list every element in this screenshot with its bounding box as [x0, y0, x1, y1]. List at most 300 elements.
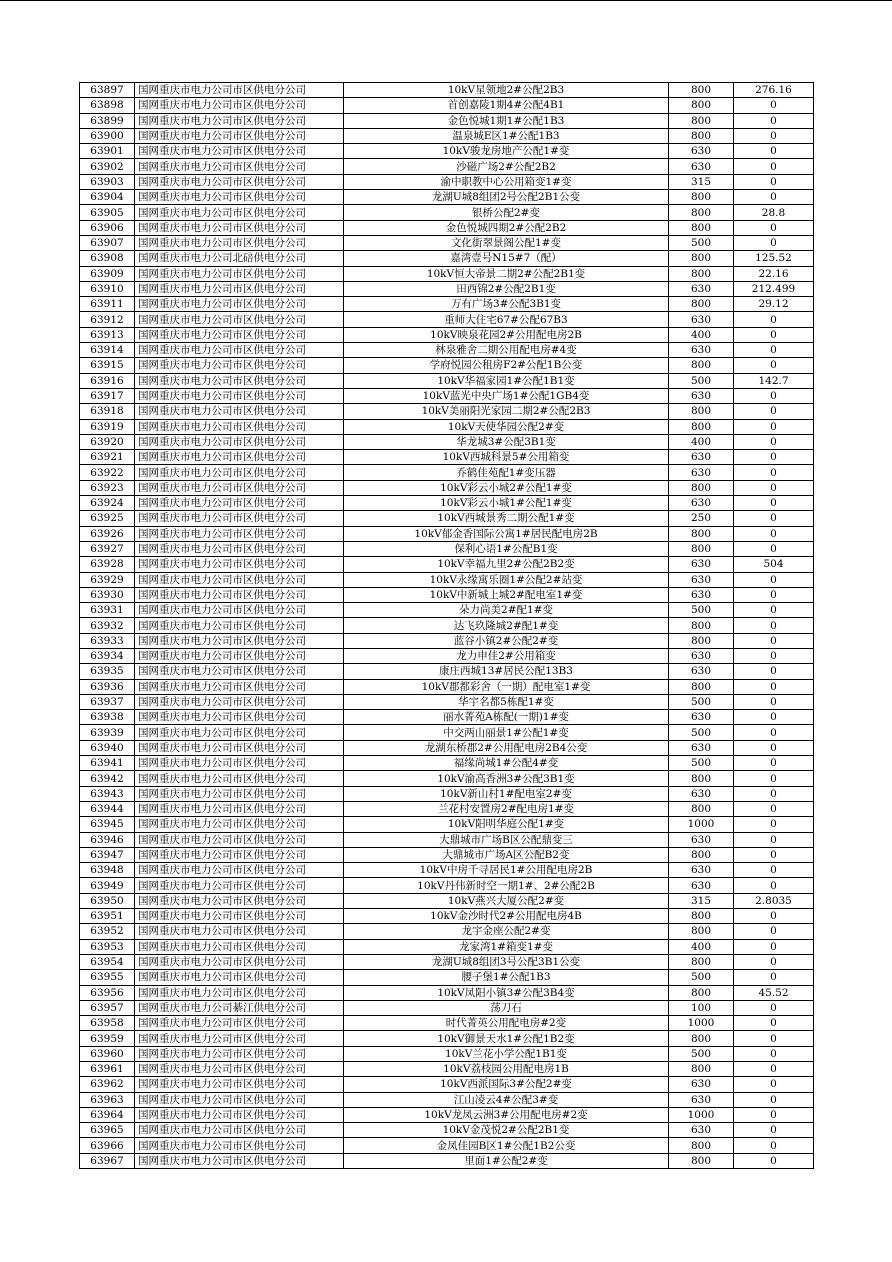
capacity-cell: 400 [669, 327, 734, 342]
station-name-cell: 重师大住宅67#公配67B3 [344, 312, 669, 327]
row-id-cell: 63948 [80, 863, 135, 878]
capacity-cell: 800 [669, 220, 734, 235]
row-id-cell: 63925 [80, 511, 135, 526]
company-cell: 国网重庆市电力公司市区供电分公司 [135, 83, 344, 98]
table-row [80, 358, 814, 373]
capacity-cell: 800 [669, 801, 734, 816]
company-cell: 国网重庆市电力公司市区供电分公司 [135, 343, 344, 358]
table-row [80, 771, 814, 786]
company-cell: 国网重庆市电力公司市区供电分公司 [135, 98, 344, 113]
station-name-cell: 10kV阳明华庭公配1#变 [344, 817, 669, 832]
row-id-cell: 63951 [80, 909, 135, 924]
table-row [80, 1016, 814, 1031]
station-name-cell: 银桥公配2#变 [344, 205, 669, 220]
capacity-cell: 500 [669, 756, 734, 771]
value-cell: 0 [734, 98, 814, 113]
company-cell: 国网重庆市电力公司市区供电分公司 [135, 220, 344, 235]
value-cell: 0 [734, 144, 814, 159]
row-id-cell: 63955 [80, 970, 135, 985]
company-cell: 国网重庆市电力公司市区供电分公司 [135, 694, 344, 709]
value-cell: 0 [734, 954, 814, 969]
row-id-cell: 63962 [80, 1077, 135, 1092]
table-row [80, 878, 814, 893]
capacity-cell: 630 [669, 832, 734, 847]
table-row [80, 740, 814, 755]
table-row [80, 1138, 814, 1153]
table-row [80, 327, 814, 342]
station-name-cell: 金色悦城四期2#公配2B2 [344, 220, 669, 235]
station-name-cell: 10kV华福家园1#公配1B1变 [344, 373, 669, 388]
row-id-cell: 63910 [80, 281, 135, 296]
company-cell: 国网重庆市电力公司市区供电分公司 [135, 480, 344, 495]
table-row [80, 526, 814, 541]
table-row [80, 618, 814, 633]
table-row [80, 266, 814, 281]
station-name-cell: 华龙城3#公配3B1变 [344, 434, 669, 449]
company-cell: 国网重庆市电力公司市区供电分公司 [135, 144, 344, 159]
row-id-cell: 63909 [80, 266, 135, 281]
value-cell: 0 [734, 618, 814, 633]
capacity-cell: 800 [669, 1153, 734, 1168]
table-row [80, 159, 814, 174]
row-id-cell: 63902 [80, 159, 135, 174]
row-id-cell: 63947 [80, 847, 135, 862]
value-cell: 0 [734, 679, 814, 694]
row-id-cell: 63940 [80, 740, 135, 755]
company-cell: 国网重庆市电力公司市区供电分公司 [135, 1092, 344, 1107]
row-id-cell: 63953 [80, 939, 135, 954]
capacity-cell: 500 [669, 970, 734, 985]
company-cell: 国网重庆市电力公司市区供电分公司 [135, 404, 344, 419]
table-row [80, 648, 814, 663]
station-name-cell: 林泉雅舍二期公用配电房#4变 [344, 343, 669, 358]
company-cell: 国网重庆市电力公司市区供电分公司 [135, 572, 344, 587]
company-cell: 国网重庆市电力公司市区供电分公司 [135, 756, 344, 771]
company-cell: 国网重庆市电力公司市区供电分公司 [135, 1123, 344, 1138]
row-id-cell: 63916 [80, 373, 135, 388]
station-name-cell: 10kV燕兴大厦公配2#变 [344, 893, 669, 908]
capacity-cell: 630 [669, 312, 734, 327]
table-row [80, 587, 814, 602]
row-id-cell: 63914 [80, 343, 135, 358]
station-name-cell: 文化街翠景阁公配1#变 [344, 235, 669, 250]
row-id-cell: 63928 [80, 557, 135, 572]
company-cell: 国网重庆市电力公司市区供电分公司 [135, 603, 344, 618]
page-top-rule [0, 0, 892, 1]
value-cell: 0 [734, 817, 814, 832]
value-cell: 0 [734, 1077, 814, 1092]
value-cell: 0 [734, 939, 814, 954]
table-row [80, 174, 814, 189]
company-cell: 国网重庆市电力公司市区供电分公司 [135, 679, 344, 694]
station-name-cell: 保利心语1#公配B1变 [344, 541, 669, 556]
station-name-cell: 时代菁英公用配电房#2变 [344, 1016, 669, 1031]
table-row [80, 205, 814, 220]
company-cell: 国网重庆市电力公司市区供电分公司 [135, 847, 344, 862]
capacity-cell: 800 [669, 480, 734, 495]
capacity-cell: 630 [669, 664, 734, 679]
station-name-cell: 10kV天使华园公配2#变 [344, 419, 669, 434]
company-cell: 国网重庆市电力公司北碚供电分公司 [135, 251, 344, 266]
company-cell: 国网重庆市电力公司市区供电分公司 [135, 128, 344, 143]
table-row [80, 496, 814, 511]
capacity-cell: 800 [669, 1031, 734, 1046]
station-name-cell: 康庄西城13#居民公配13B3 [344, 664, 669, 679]
company-cell: 国网重庆市电力公司市区供电分公司 [135, 541, 344, 556]
table-row [80, 1107, 814, 1122]
table-row [80, 924, 814, 939]
capacity-cell: 800 [669, 128, 734, 143]
company-cell: 国网重庆市电力公司綦江供电分公司 [135, 1000, 344, 1015]
capacity-cell: 630 [669, 388, 734, 403]
row-id-cell: 63945 [80, 817, 135, 832]
station-name-cell: 龙家湾1#箱变1#变 [344, 939, 669, 954]
station-name-cell: 10kV中新城上城2#配电室1#变 [344, 587, 669, 602]
row-id-cell: 63906 [80, 220, 135, 235]
station-name-cell: 龙湖U城8组团2号公配2B1公变 [344, 190, 669, 205]
capacity-cell: 800 [669, 251, 734, 266]
table-row [80, 893, 814, 908]
value-cell: 0 [734, 970, 814, 985]
value-cell: 0 [734, 541, 814, 556]
company-cell: 国网重庆市电力公司市区供电分公司 [135, 1062, 344, 1077]
table-row [80, 388, 814, 403]
table-row [80, 465, 814, 480]
station-name-cell: 金色悦城1期1#公配1B3 [344, 113, 669, 128]
station-name-cell: 10kV星领地2#公配2B3 [344, 83, 669, 98]
station-name-cell: 10kV郁金香国际公寓1#居民配电房2B [344, 526, 669, 541]
capacity-cell: 630 [669, 587, 734, 602]
capacity-cell: 800 [669, 541, 734, 556]
station-name-cell: 10kV彩云小城1#公配1#变 [344, 496, 669, 511]
station-name-cell: 10kV美丽阳光家园二期2#公配2B3 [344, 404, 669, 419]
capacity-cell: 800 [669, 98, 734, 113]
row-id-cell: 63901 [80, 144, 135, 159]
table-row [80, 419, 814, 434]
table-row [80, 343, 814, 358]
value-cell: 0 [734, 404, 814, 419]
value-cell: 0 [734, 1153, 814, 1168]
row-id-cell: 63915 [80, 358, 135, 373]
table-row [80, 404, 814, 419]
value-cell: 45.52 [734, 985, 814, 1000]
table-row [80, 220, 814, 235]
company-cell: 国网重庆市电力公司市区供电分公司 [135, 725, 344, 740]
table-row [80, 603, 814, 618]
table-row [80, 297, 814, 312]
capacity-cell: 500 [669, 1046, 734, 1061]
company-cell: 国网重庆市电力公司市区供电分公司 [135, 801, 344, 816]
table-row [80, 985, 814, 1000]
table-row [80, 450, 814, 465]
table-row [80, 725, 814, 740]
value-cell: 29.12 [734, 297, 814, 312]
row-id-cell: 63935 [80, 664, 135, 679]
table-row [80, 312, 814, 327]
value-cell: 0 [734, 725, 814, 740]
table-row [80, 756, 814, 771]
value-cell: 0 [734, 159, 814, 174]
row-id-cell: 63952 [80, 924, 135, 939]
table-row [80, 1031, 814, 1046]
table-row [80, 954, 814, 969]
row-id-cell: 63919 [80, 419, 135, 434]
row-id-cell: 63920 [80, 434, 135, 449]
company-cell: 国网重庆市电力公司市区供电分公司 [135, 1153, 344, 1168]
table-row [80, 786, 814, 801]
company-cell: 国网重庆市电力公司市区供电分公司 [135, 297, 344, 312]
row-id-cell: 63929 [80, 572, 135, 587]
value-cell: 0 [734, 174, 814, 189]
value-cell: 0 [734, 786, 814, 801]
table-row [80, 939, 814, 954]
table-row [80, 480, 814, 495]
row-id-cell: 63926 [80, 526, 135, 541]
capacity-cell: 630 [669, 572, 734, 587]
company-cell: 国网重庆市电力公司市区供电分公司 [135, 266, 344, 281]
row-id-cell: 63903 [80, 174, 135, 189]
value-cell: 0 [734, 450, 814, 465]
value-cell: 0 [734, 1062, 814, 1077]
value-cell: 22.16 [734, 266, 814, 281]
capacity-cell: 630 [669, 710, 734, 725]
station-name-cell: 金凤佳园B区1#公配1B2公变 [344, 1138, 669, 1153]
company-cell: 国网重庆市电力公司市区供电分公司 [135, 1077, 344, 1092]
capacity-cell: 630 [669, 863, 734, 878]
row-id-cell: 63936 [80, 679, 135, 694]
company-cell: 国网重庆市电力公司市区供电分公司 [135, 327, 344, 342]
capacity-cell: 500 [669, 235, 734, 250]
capacity-cell: 800 [669, 954, 734, 969]
row-id-cell: 63937 [80, 694, 135, 709]
value-cell: 0 [734, 1092, 814, 1107]
value-cell: 0 [734, 434, 814, 449]
value-cell: 0 [734, 511, 814, 526]
row-id-cell: 63927 [80, 541, 135, 556]
company-cell: 国网重庆市电力公司市区供电分公司 [135, 205, 344, 220]
table-row [80, 1046, 814, 1061]
value-cell: 0 [734, 756, 814, 771]
capacity-cell: 800 [669, 909, 734, 924]
station-name-cell: 10kV郡都彩舍（一期）配电室1#变 [344, 679, 669, 694]
row-id-cell: 63967 [80, 1153, 135, 1168]
table-row [80, 847, 814, 862]
table-row [80, 1062, 814, 1077]
station-name-cell: 达飞玖隆城2#配1#变 [344, 618, 669, 633]
table-row [80, 909, 814, 924]
row-id-cell: 63961 [80, 1062, 135, 1077]
station-name-cell: 龙湖U城8组团3号公配3B1公变 [344, 954, 669, 969]
table-row [80, 83, 814, 98]
row-id-cell: 63917 [80, 388, 135, 403]
company-cell: 国网重庆市电力公司市区供电分公司 [135, 633, 344, 648]
capacity-cell: 630 [669, 1123, 734, 1138]
row-id-cell: 63930 [80, 587, 135, 602]
row-id-cell: 63950 [80, 893, 135, 908]
station-name-cell: 兰花村安置房2#配电房1#变 [344, 801, 669, 816]
capacity-cell: 630 [669, 1077, 734, 1092]
row-id-cell: 63963 [80, 1092, 135, 1107]
capacity-cell: 630 [669, 648, 734, 663]
station-name-cell: 10kV恒大帝景二期2#公配2B1变 [344, 266, 669, 281]
row-id-cell: 63900 [80, 128, 135, 143]
value-cell: 0 [734, 526, 814, 541]
capacity-cell: 800 [669, 618, 734, 633]
station-name-cell: 龙力申佳2#公用箱变 [344, 648, 669, 663]
station-name-cell: 10kV骏龙房地产公配1#变 [344, 144, 669, 159]
table-row [80, 541, 814, 556]
company-cell: 国网重庆市电力公司市区供电分公司 [135, 648, 344, 663]
station-name-cell: 龙湖东桥郡2#公用配电房2B4公变 [344, 740, 669, 755]
value-cell: 28.8 [734, 205, 814, 220]
value-cell: 0 [734, 312, 814, 327]
row-id-cell: 63943 [80, 786, 135, 801]
table-row [80, 434, 814, 449]
company-cell: 国网重庆市电力公司市区供电分公司 [135, 740, 344, 755]
company-cell: 国网重庆市电力公司市区供电分公司 [135, 281, 344, 296]
row-id-cell: 63944 [80, 801, 135, 816]
value-cell: 0 [734, 1016, 814, 1031]
capacity-cell: 630 [669, 159, 734, 174]
capacity-cell: 800 [669, 679, 734, 694]
table-row [80, 1153, 814, 1168]
table-row [80, 98, 814, 113]
company-cell: 国网重庆市电力公司市区供电分公司 [135, 1138, 344, 1153]
capacity-cell: 800 [669, 771, 734, 786]
company-cell: 国网重庆市电力公司市区供电分公司 [135, 388, 344, 403]
capacity-cell: 630 [669, 740, 734, 755]
row-id-cell: 63899 [80, 113, 135, 128]
row-id-cell: 63949 [80, 878, 135, 893]
capacity-cell: 315 [669, 893, 734, 908]
value-cell: 0 [734, 388, 814, 403]
value-cell: 0 [734, 603, 814, 618]
row-id-cell: 63908 [80, 251, 135, 266]
row-id-cell: 63905 [80, 205, 135, 220]
value-cell: 2.8035 [734, 893, 814, 908]
value-cell: 0 [734, 343, 814, 358]
company-cell: 国网重庆市电力公司市区供电分公司 [135, 954, 344, 969]
capacity-cell: 800 [669, 924, 734, 939]
table-row [80, 710, 814, 725]
table-row [80, 1077, 814, 1092]
row-id-cell: 63959 [80, 1031, 135, 1046]
capacity-cell: 800 [669, 205, 734, 220]
value-cell: 0 [734, 358, 814, 373]
value-cell: 0 [734, 648, 814, 663]
value-cell: 0 [734, 878, 814, 893]
row-id-cell: 63918 [80, 404, 135, 419]
company-cell: 国网重庆市电力公司市区供电分公司 [135, 526, 344, 541]
company-cell: 国网重庆市电力公司市区供电分公司 [135, 893, 344, 908]
station-name-cell: 渝中职教中心公用箱变1#变 [344, 174, 669, 189]
station-name-cell: 首创嘉陵1期4#公配4B1 [344, 98, 669, 113]
row-id-cell: 63922 [80, 465, 135, 480]
company-cell: 国网重庆市电力公司市区供电分公司 [135, 1016, 344, 1031]
company-cell: 国网重庆市电力公司市区供电分公司 [135, 985, 344, 1000]
table-row [80, 144, 814, 159]
company-cell: 国网重庆市电力公司市区供电分公司 [135, 618, 344, 633]
company-cell: 国网重庆市电力公司市区供电分公司 [135, 786, 344, 801]
value-cell: 0 [734, 924, 814, 939]
table-row [80, 190, 814, 205]
station-name-cell: 10kV金沙时代2#公用配电房4B [344, 909, 669, 924]
value-cell: 0 [734, 480, 814, 495]
company-cell: 国网重庆市电力公司市区供电分公司 [135, 434, 344, 449]
company-cell: 国网重庆市电力公司市区供电分公司 [135, 1107, 344, 1122]
company-cell: 国网重庆市电力公司市区供电分公司 [135, 924, 344, 939]
company-cell: 国网重庆市电力公司市区供电分公司 [135, 190, 344, 205]
row-id-cell: 63954 [80, 954, 135, 969]
row-id-cell: 63912 [80, 312, 135, 327]
row-id-cell: 63923 [80, 480, 135, 495]
station-name-cell: 10kV蓝光中央广场1#公配1GB4变 [344, 388, 669, 403]
table-row [80, 281, 814, 296]
capacity-cell: 630 [669, 878, 734, 893]
company-cell: 国网重庆市电力公司市区供电分公司 [135, 863, 344, 878]
capacity-cell: 630 [669, 557, 734, 572]
table-row [80, 801, 814, 816]
company-cell: 国网重庆市电力公司市区供电分公司 [135, 557, 344, 572]
station-name-cell: 10kV兰花小学公配1B1变 [344, 1046, 669, 1061]
value-cell: 0 [734, 771, 814, 786]
station-name-cell: 中交两山丽景1#公配1#变 [344, 725, 669, 740]
value-cell: 125.52 [734, 251, 814, 266]
station-name-cell: 10kV彩云小城2#公配1#变 [344, 480, 669, 495]
capacity-cell: 630 [669, 281, 734, 296]
row-id-cell: 63924 [80, 496, 135, 511]
station-name-cell: 10kV渝高香洲3#公配3B1变 [344, 771, 669, 786]
value-cell: 0 [734, 1031, 814, 1046]
station-name-cell: 10kV中房千寻居民1#公用配电房2B [344, 863, 669, 878]
company-cell: 国网重庆市电力公司市区供电分公司 [135, 939, 344, 954]
company-cell: 国网重庆市电力公司市区供电分公司 [135, 496, 344, 511]
capacity-cell: 100 [669, 1000, 734, 1015]
company-cell: 国网重庆市电力公司市区供电分公司 [135, 1031, 344, 1046]
company-cell: 国网重庆市电力公司市区供电分公司 [135, 419, 344, 434]
value-cell: 0 [734, 235, 814, 250]
row-id-cell: 63941 [80, 756, 135, 771]
station-name-cell: 江山凌云4#公配3#变 [344, 1092, 669, 1107]
company-cell: 国网重庆市电力公司市区供电分公司 [135, 465, 344, 480]
row-id-cell: 63921 [80, 450, 135, 465]
capacity-cell: 800 [669, 190, 734, 205]
station-name-cell: 10kV丹伟新时空一期1#、2#公配2B [344, 878, 669, 893]
company-cell: 国网重庆市电力公司市区供电分公司 [135, 174, 344, 189]
company-cell: 国网重庆市电力公司市区供电分公司 [135, 909, 344, 924]
row-id-cell: 63898 [80, 98, 135, 113]
station-name-cell: 田西锦2#公配2B1变 [344, 281, 669, 296]
row-id-cell: 63958 [80, 1016, 135, 1031]
capacity-cell: 800 [669, 1138, 734, 1153]
capacity-cell: 630 [669, 496, 734, 511]
value-cell: 0 [734, 1138, 814, 1153]
capacity-cell: 500 [669, 603, 734, 618]
table-row [80, 817, 814, 832]
station-name-cell: 大鼎城市广场B区公配鼎变三 [344, 832, 669, 847]
station-name-cell: 朵力尚美2#配1#变 [344, 603, 669, 618]
capacity-cell: 630 [669, 144, 734, 159]
row-id-cell: 63957 [80, 1000, 135, 1015]
row-id-cell: 63897 [80, 83, 135, 98]
value-cell: 142.7 [734, 373, 814, 388]
capacity-cell: 630 [669, 1092, 734, 1107]
station-name-cell: 学府悦园公租房F2#公配1B公变 [344, 358, 669, 373]
capacity-cell: 630 [669, 450, 734, 465]
table-row [80, 373, 814, 388]
capacity-cell: 1000 [669, 1107, 734, 1122]
table-row [80, 679, 814, 694]
